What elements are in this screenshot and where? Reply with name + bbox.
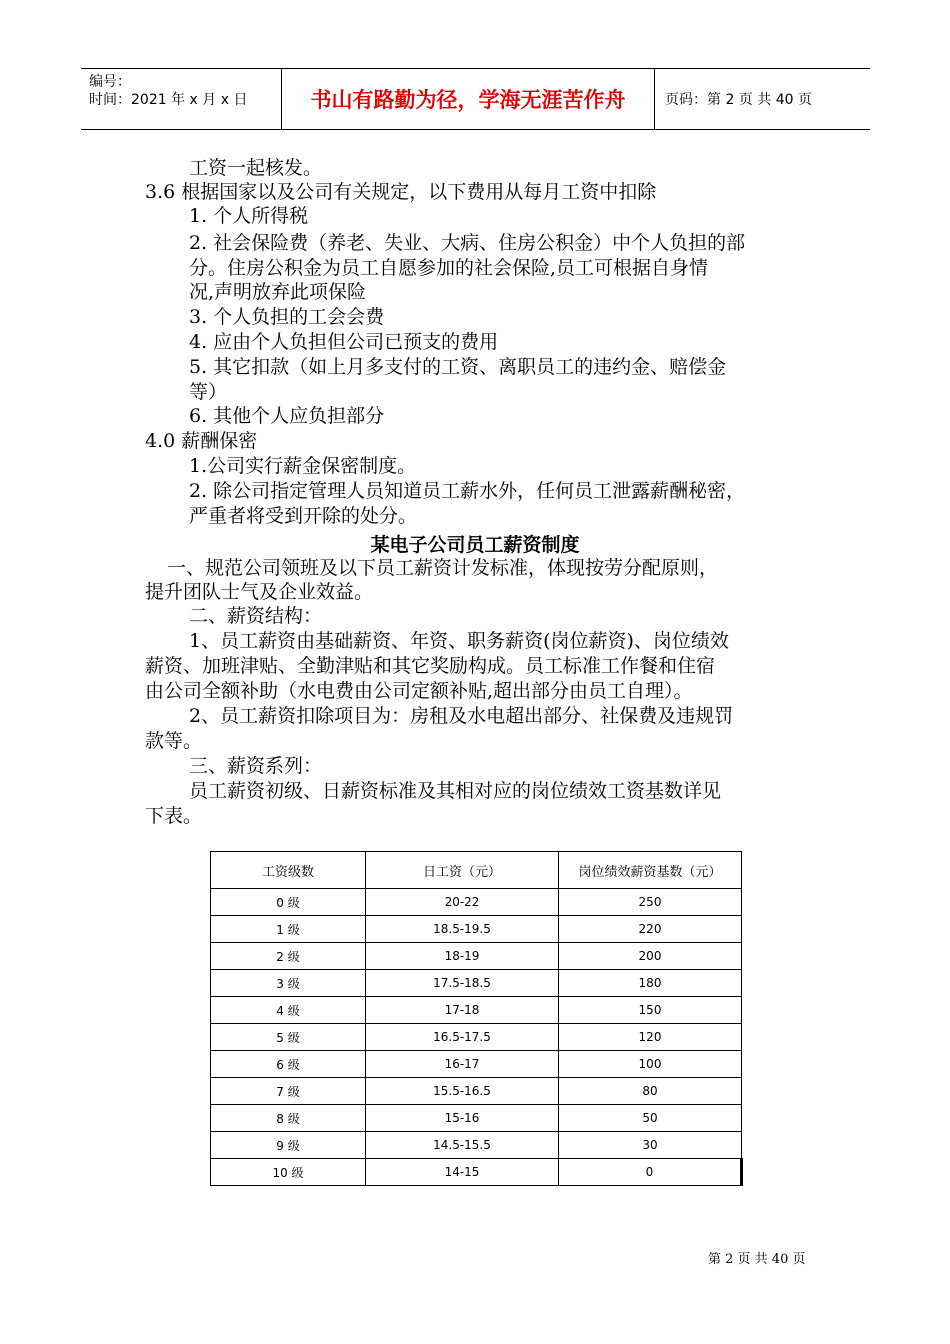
table-cell: 250 — [559, 889, 742, 916]
table-row — [211, 1159, 742, 1186]
list-item: 2. 除公司指定管理人员知道员工薪水外，任何员工泄露薪酬秘密， — [189, 480, 746, 502]
table-cell: 180 — [559, 970, 742, 997]
table-cell: 1 级 — [211, 916, 366, 943]
page-footer: 第 2 页 共 40 页 — [708, 1252, 806, 1267]
section-heading-4-0: 4.0 薪酬保密 — [145, 430, 258, 452]
list-item-cont: 严重者将受到开除的处分。 — [189, 505, 418, 527]
paragraph-line: 提升团队士气及企业效益。 — [145, 581, 374, 603]
list-item-cont: 等） — [189, 381, 228, 403]
table-header-cell: 工资级数 — [211, 852, 366, 889]
list-item: 6. 其他个人应负担部分 — [189, 405, 385, 427]
list-item: 2. 社会保险费（养老、失业、大病、住房公积金）中个人负担的部 — [189, 232, 746, 254]
table-cell: 0 级 — [211, 889, 366, 916]
paragraph-heading: 三、薪资系列： — [189, 755, 323, 777]
table-row — [211, 1105, 742, 1132]
table-cell: 120 — [559, 1024, 742, 1051]
table-cell: 6 级 — [211, 1051, 366, 1078]
table-cell: 5 级 — [211, 1024, 366, 1051]
table-cell: 14-15 — [366, 1159, 559, 1186]
table-cell: 4 级 — [211, 997, 366, 1024]
list-item: 1.公司实行薪金保密制度。 — [189, 455, 417, 477]
table-cell: 0 — [559, 1159, 742, 1186]
table-cell: 18.5-19.5 — [366, 916, 559, 943]
table-cell: 17-18 — [366, 997, 559, 1024]
section-heading-3-6: 3.6 根据国家以及公司有关规定，以下费用从每月工资中扣除 — [145, 181, 657, 203]
table-row — [211, 1132, 742, 1159]
table-cell: 17.5-18.5 — [366, 970, 559, 997]
table-cell: 16-17 — [366, 1051, 559, 1078]
table-cell: 9 级 — [211, 1132, 366, 1159]
table-cell: 15-16 — [366, 1105, 559, 1132]
table-header-cell: 日工资（元） — [366, 852, 559, 889]
list-item: 4. 应由个人负担但公司已预支的费用 — [189, 331, 499, 353]
table-cell: 14.5-15.5 — [366, 1132, 559, 1159]
paragraph-line: 薪资、加班津贴、全勤津贴和其它奖励构成。员工标准工作餐和住宿 — [145, 655, 716, 677]
table-header-cell: 岗位绩效薪资基数（元） — [559, 852, 742, 889]
section-title: 某电子公司员工薪资制度 — [370, 534, 580, 556]
list-item: 3. 个人负担的工会会费 — [189, 306, 385, 328]
table-row — [211, 1024, 742, 1051]
table-cell: 15.5-16.5 — [366, 1078, 559, 1105]
table-header-row — [211, 852, 742, 889]
table-cell: 8 级 — [211, 1105, 366, 1132]
table-cell: 10 级 — [211, 1159, 366, 1186]
paragraph-heading: 二、薪资结构： — [189, 605, 323, 627]
table-row — [211, 889, 742, 916]
list-item-cont: 况,声明放弃此项保险 — [189, 281, 367, 303]
table-row — [211, 1051, 742, 1078]
paragraph-line: 员工薪资初级、日薪资标准及其相对应的岗位绩效工资基数详见 — [189, 780, 722, 802]
table-cell: 80 — [559, 1078, 742, 1105]
body-line: 工资一起核发。 — [189, 157, 323, 179]
table-cell: 50 — [559, 1105, 742, 1132]
list-item: 5. 其它扣款（如上月多支付的工资、离职员工的违约金、赔偿金 — [189, 356, 727, 378]
paragraph-line: 下表。 — [145, 805, 203, 827]
table-cell: 3 级 — [211, 970, 366, 997]
table-cell: 220 — [559, 916, 742, 943]
table-cell: 20-22 — [366, 889, 559, 916]
table-cell: 2 级 — [211, 943, 366, 970]
salary-table — [210, 851, 743, 1186]
paragraph-line: 款等。 — [145, 730, 203, 752]
table-row — [211, 916, 742, 943]
table-row — [211, 970, 742, 997]
paragraph-line: 一、规范公司领班及以下员工薪资计发标准，体现按劳分配原则， — [167, 557, 719, 579]
table-cell: 18-19 — [366, 943, 559, 970]
header-page-info: 页码：第 2 页 共 40 页 — [665, 92, 812, 108]
date-label: 时间：2021 年 x 月 x 日 — [89, 92, 248, 108]
paragraph-line: 2、员工薪资扣除项目为：房租及水电超出部分、社保费及违规罚 — [189, 705, 734, 727]
paragraph-line: 由公司全额补助（水电费由公司定额补贴,超出部分由员工自理）。 — [145, 680, 693, 702]
table-cell: 200 — [559, 943, 742, 970]
table-cell: 7 级 — [211, 1078, 366, 1105]
list-item: 1. 个人所得税 — [189, 205, 309, 227]
page-header — [81, 68, 870, 130]
table-cell: 30 — [559, 1132, 742, 1159]
paragraph-line: 1、员工薪资由基础薪资、年资、职务薪资(岗位薪资)、岗位绩效 — [189, 630, 729, 652]
serial-label: 编号： — [89, 74, 131, 90]
header-motto: 书山有路勤为径，学海无涯苦作舟 — [282, 69, 655, 129]
table-row — [211, 997, 742, 1024]
table-row — [211, 943, 742, 970]
list-item-cont: 分。住房公积金为员工自愿参加的社会保险,员工可根据自身情 — [189, 257, 709, 279]
table-cell: 16.5-17.5 — [366, 1024, 559, 1051]
table-cell: 100 — [559, 1051, 742, 1078]
header-meta-cell — [81, 69, 282, 129]
table-row — [211, 1078, 742, 1105]
table-cell: 150 — [559, 997, 742, 1024]
